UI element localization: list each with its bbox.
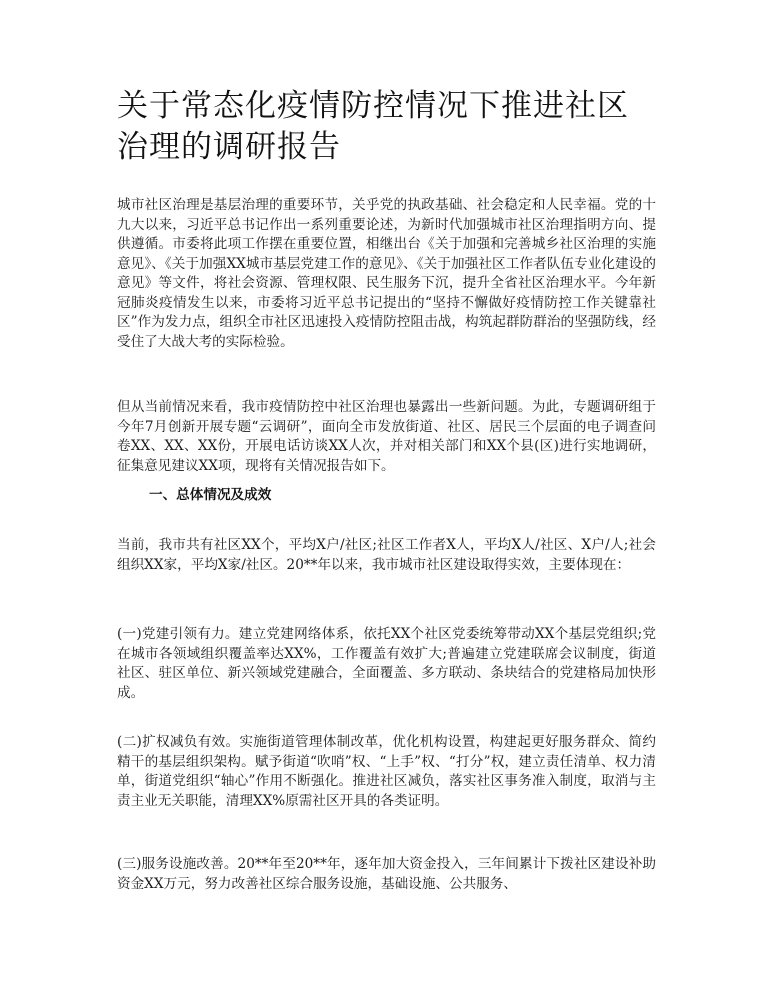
document-title: 关于常态化疫情防控情况下推进社区治理的调研报告	[117, 88, 629, 165]
intro-paragraph: 城市社区治理是基层治理的重要环节，关乎党的执政基础、社会稳定和人民幸福。党的十九大以来，习近平总书记作出一系列重要论述，为新时代加强城市社区治理指明方向、提供遵循。市委将此项工作摆在重要位置，相继出台《关于加强和完善城乡社区治理的实施意见》、《关于加强XX城市基层党建工作的意见》、《关于加强社区工作者队伍专业化建设的意见》等文件，将社会资源、管理权限、民生服务下沉，提升全省社区治理水平。今年新冠肺炎疫情发生以来，市委将习近平总书记提出的“坚持不懈做好疫情防控工作关键靠社区”作为发力点，组织全市社区迅速投入疫情防控阻击战，构筑起群防群治的坚强防线，经受住了大战大考的实际检验。	[117, 197, 656, 350]
background-paragraph: 但从当前情况来看，我市疫情防控中社区治理也暴露出一些新问题。为此，专题调研组于今年7月创新开展专题“云调研”，面向全市发放街道、社区、居民三个层面的电子调查问卷XX、XX、XX份，开展电话访谈XX人次，并对相关部门和XX个县(区)进行实地调研，征集意见建议XX项，现将有关情况报告如下。	[117, 399, 656, 474]
party-building-paragraph: (一)党建引领有力。建立党建网络体系，依托XX个社区党委统筹带动XX个基层党组织;党在城市各领域组织覆盖率达XX%，工作覆盖有效扩大;普遍建立党建联席会议制度，街道社区、驻区单位、新兴领域党建融合，全面覆盖、多方联动、条块结合的党建格局加快形成。	[117, 626, 656, 701]
overview-paragraph: 当前，我市共有社区XX个，平均X户/社区;社区工作者X人，平均X人/社区、X户/人;社会组织XX家，平均X家/社区。20**年以来，我市城市社区建设取得实效，主要体现在：	[117, 537, 656, 573]
empowerment-paragraph: (二)扩权减负有效。实施街道管理体制改革，优化机构设置，构建起更好服务群众、简约精干的基层组织架构。赋予街道“吹哨”权、“上手”权、“打分”权，建立责任清单、权力清单，街道党组织“轴心”作用不断强化。推进社区减负，落实社区事务准入制度，取消与主责主业无关职能，清理XX%原需社区开具的各类证明。	[117, 734, 656, 809]
section-heading: 一、总体情况及成效	[149, 487, 272, 503]
facilities-paragraph: (三)服务设施改善。20**年至20**年，逐年加大资金投入，三年间累计下拨社区建设补助资金XX万元，努力改善社区综合服务设施，基础设施、公共服务、	[117, 856, 656, 892]
